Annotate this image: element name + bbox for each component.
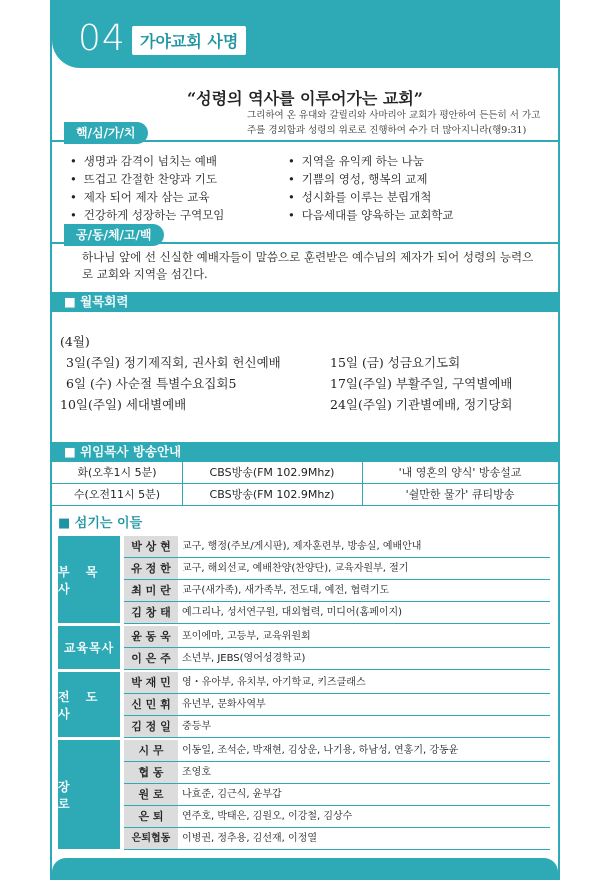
table-row: [124, 672, 550, 694]
event-item: 6일 (수) 사순절 특별수요집회5: [66, 376, 237, 391]
table-row: [124, 806, 550, 828]
staff-duty: 소년부, JEBS(영어성경학교): [182, 653, 306, 664]
mission-tab: 공/동/체/고/백: [64, 224, 164, 246]
broadcast-channel: CBS방송(FM 102.9Mhz): [209, 488, 335, 501]
core-values-tab: 핵/심/가/치: [64, 122, 148, 144]
staff-name: 은퇴협동: [124, 828, 178, 849]
staff-duty: 교구, 행정(주보/게시판), 제자훈련부, 방송실, 예배안내: [182, 541, 422, 552]
staff-name: 협 동: [124, 762, 178, 783]
staff-name: 원 로: [124, 784, 178, 805]
broadcast-program: '내 영혼의 양식' 방송설교: [398, 466, 522, 479]
staff-name: 박 재 민: [124, 672, 178, 693]
staff-duty: 유년부, 문화사역부: [182, 699, 266, 710]
table-row: [52, 462, 558, 484]
broadcast-program: '쉴만한 물가' 큐티방송: [405, 488, 515, 501]
monthly-section-bar: ■ 월목회력: [52, 292, 558, 312]
staff-name: 이 은 주: [124, 648, 178, 669]
table-row: [124, 828, 550, 850]
list-item: • 생명과 감격이 넘치는 예배: [70, 152, 300, 170]
section-header: [52, 0, 558, 68]
list-item: • 다음세대를 양육하는 교회학교: [288, 206, 518, 224]
staff-duty: 연주호, 박태은, 김원오, 이강철, 김상수: [182, 811, 353, 822]
footer-bar: [52, 858, 558, 880]
table-row: [124, 740, 550, 762]
table-row: [52, 484, 558, 506]
table-row: [124, 580, 550, 602]
scripture-verse: 그리하여 온 유대와 갈릴리와 사마리아 교회가 평안하여 든든히 서 가고 주를 경외함과 성령의 위로로 진행하여 수가 더 많아지니라(행9:31): [247, 110, 541, 136]
staff-group-label: 교육목사: [58, 626, 120, 669]
table-row: [124, 602, 550, 624]
event-item: 3일(주일) 정기제직회, 권사회 헌신예배: [66, 355, 281, 370]
table-row: [124, 626, 550, 648]
staff-duty: 조영호: [182, 767, 211, 778]
staff-duty: 중등부: [182, 721, 211, 732]
monthly-left-list: [60, 352, 281, 415]
staff-title: ■ 섬기는 이들: [58, 516, 143, 531]
table-row: [124, 694, 550, 716]
table-row: [124, 716, 550, 738]
broadcast-time: 수(오전11시 5분): [73, 488, 161, 501]
core-values-left: [70, 152, 300, 224]
staff-group-label: 부 목 사: [58, 536, 120, 623]
staff-group-label: 장 로: [58, 740, 120, 849]
staff-duty: 이병권, 정추용, 김선재, 이정열: [182, 833, 317, 844]
event-item: 10일(주일) 세대별예배: [60, 397, 187, 412]
staff-duty: 포이에마, 고등부, 교육위원회: [182, 631, 311, 642]
event-item: 17일(주일) 부활주일, 구역별예배: [330, 376, 513, 391]
list-item: • 제자 되어 제자 삼는 교육: [70, 188, 300, 206]
bulletin-page: [50, 0, 560, 880]
staff-duty: 예그리나, 성서연구원, 대외협력, 미디어(홈페이지): [182, 607, 403, 618]
list-item: • 뜨겁고 간절한 찬양과 기도: [70, 170, 300, 188]
church-motto: “성령의 역사를 이루어가는 교회”: [186, 89, 424, 108]
staff-duty: 이동일, 조석순, 박재현, 김상운, 나기용, 하남성, 연홍기, 강동윤: [182, 745, 459, 756]
staff-group-label: 전 도 사: [58, 672, 120, 737]
staff-name: 김 창 태: [124, 602, 178, 623]
staff-duty: 교구, 해외선교, 예배찬양(찬양단), 교육자원부, 절기: [182, 563, 409, 574]
staff-duty: 나효준, 김근식, 윤부갑: [182, 789, 282, 800]
mission-text: 하나님 앞에 선 신실한 예배자들이 말씀으로 훈련받은 예수님의 제자가 되어 성령의 능력으로 교회와 지역을 섬긴다.: [82, 250, 534, 281]
table-row: [124, 762, 550, 784]
staff-name: 은 퇴: [124, 806, 178, 827]
staff-name: 최 미 란: [124, 580, 178, 601]
broadcast-section-bar: ■ 위임목사 방송안내: [52, 442, 558, 462]
staff-name: 신 민 휘: [124, 694, 178, 715]
staff-duty: 교구(새가족), 새가족부, 전도대, 예전, 협력기도: [182, 585, 390, 596]
event-item: 24일(주일) 기관별예배, 정기당회: [330, 397, 513, 412]
event-item: 15일 (금) 성금요기도회: [330, 355, 461, 370]
broadcast-time: 화(오후1시 5분): [77, 466, 157, 479]
staff-name: 김 정 일: [124, 716, 178, 737]
monthly-right-list: [330, 352, 512, 415]
staff-name: 윤 동 욱: [124, 626, 178, 647]
broadcast-channel: CBS방송(FM 102.9Mhz): [209, 466, 335, 479]
table-row: [124, 558, 550, 580]
table-row: [124, 648, 550, 670]
staff-name: 유 정 한: [124, 558, 178, 579]
list-item: • 기쁨의 영성, 행복의 교제: [288, 170, 518, 188]
table-row: [124, 536, 550, 558]
list-item: • 건강하게 성장하는 구역모임: [70, 206, 300, 224]
section-title: 가야교회 사명: [132, 26, 246, 55]
staff-name: 박 상 현: [124, 536, 178, 557]
list-item: • 성시화를 이루는 분립개척: [288, 188, 518, 206]
list-item: • 지역을 유익케 하는 나눔: [288, 152, 518, 170]
staff-name: 시 무: [124, 740, 178, 761]
staff-duty: 영・유아부, 유치부, 아기학교, 키즈클래스: [182, 677, 366, 688]
table-row: [124, 784, 550, 806]
core-values-right: [288, 152, 518, 224]
month-label: (4월): [60, 334, 90, 349]
section-number: 04: [78, 18, 126, 59]
